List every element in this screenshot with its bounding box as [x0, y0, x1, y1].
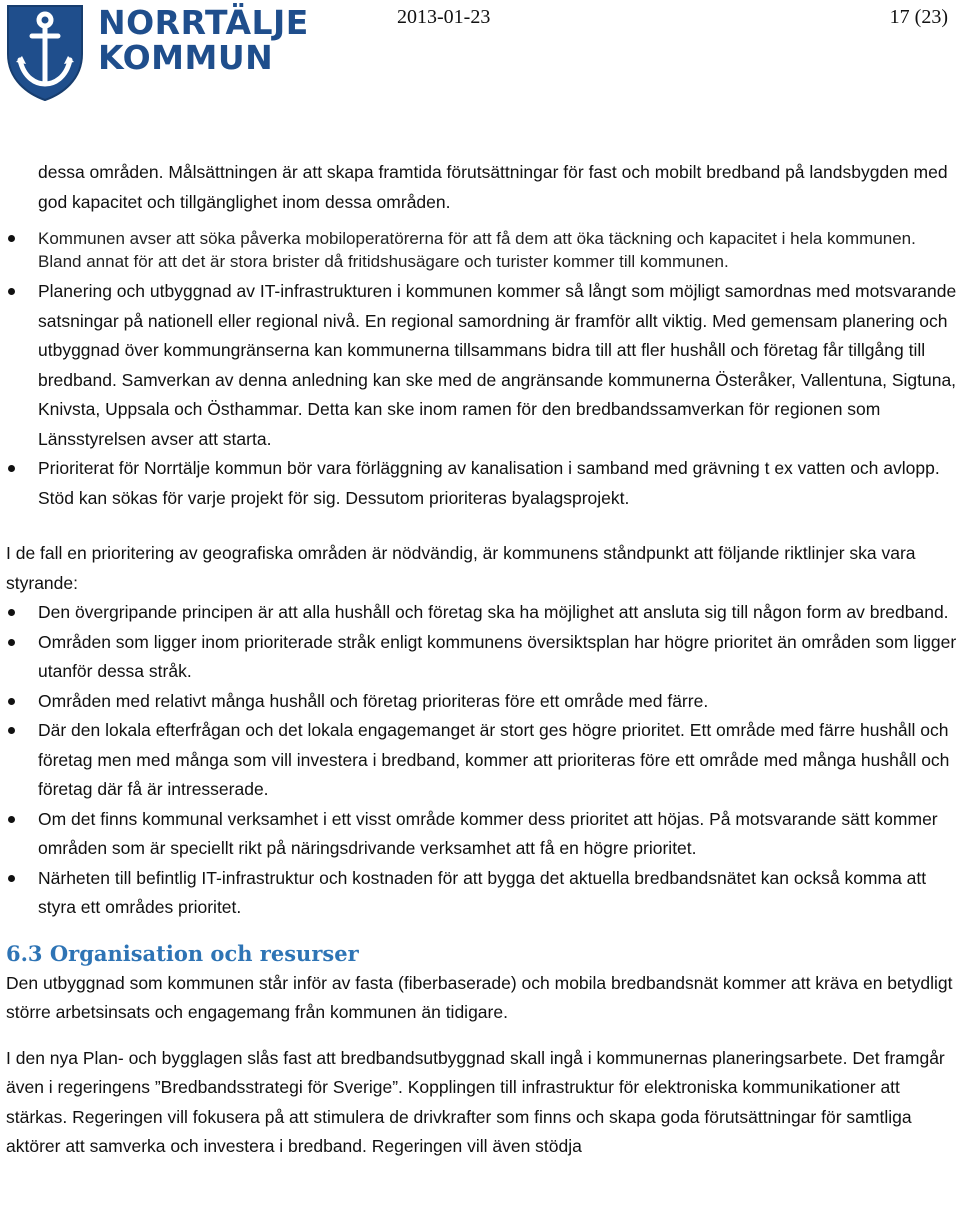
page-header — [0, 0, 960, 110]
brand-name — [98, 3, 309, 77]
list-item — [0, 687, 960, 717]
brand-line-2: KOMMUN — [98, 37, 274, 77]
paragraph: I den nya Plan- och bygglagen slås fast att bredbandsutbyggnad skall ingå i kommunernas planeringsarbete. Det framgår även i regeringens ”Bredbandsstrategi för Sverige”. Kopplingen till infrastruktur för elektroniska kommunikationer att stärkas. Regeringen vill fokusera på att stimulera de drivkrafter som finns och skapa goda förutsättningar för samtliga aktörer att samverka och investera i bredband. Regeringen vill även stödja — [6, 1047, 945, 1156]
list-item — [0, 277, 960, 454]
bullet-list-2 — [0, 598, 960, 923]
list-item — [0, 628, 960, 687]
section-heading: 6.3 Organisation och resurser — [6, 940, 359, 966]
list-item-text: Den övergripande principen är att alla hushåll och företag ska ha möjlighet att ansluta sig till någon form av bredband. — [38, 602, 949, 622]
list-item — [0, 454, 960, 513]
bullet-list-1 — [0, 227, 960, 513]
list-item-text: Kommunen avser att söka påverka mobiloperatörerna för att få dem att öka täckning och kapacitet i hela kommunen. Bland annat för att det är stora brister då fritidshusägare och turister kommer till kommunen. — [38, 229, 916, 271]
page-number: 17 (23) — [889, 6, 948, 28]
brand-line-1: NORRTÄLJE — [98, 3, 309, 42]
list-item-text: Prioriterat för Norrtälje kommun bör vara förläggning av kanalisation i samband med grävning t ex vatten och avlopp. Stöd kan sökas för varje projekt för sig. Dessutom prioriteras byalagsprojekt. — [38, 458, 940, 508]
list-item-text: Där den lokala efterfrågan och det lokala engagemanget är stort ges högre prioritet. Ett område med färre hushåll och företag men med många som vill investera i bredband, kommer att prioriteras före ett område med många hushåll och företag där få är intresserade. — [38, 720, 950, 799]
list-item — [0, 716, 960, 805]
document-body — [0, 150, 960, 1162]
list-item-text: Områden med relativt många hushåll och företag prioriteras före ett område med färre. — [38, 690, 709, 711]
list-item — [0, 227, 960, 273]
list-item-text: Planering och utbyggnad av IT-infrastrukturen i kommunen kommer så långt som möjligt samordnas med motsvarande satsningar på nationell eller regional nivå. En regional samordning är framför allt viktig. Med gemensam planering och utbyggnad över kommungränserna kan kommunerna tillsammans bidra till att fler hushåll och företag får tillgång till bredband. Samverkan av denna anledning kan ske med de angränsande kommunerna Österåker, Vallentuna, Sigtuna, Knivsta, Uppsala och Östhammar. Detta kan ske inom ramen för den bredbandssamverkan för regionen som Länsstyrelsen avser att starta. — [38, 281, 957, 449]
logo — [4, 2, 309, 102]
paragraph-intro: I de fall en prioritering av geografiska områden är nödvändig, är kommunens ståndpunkt att följande riktlinjer ska vara styrande: — [6, 543, 916, 593]
continued-paragraph: dessa områden. Målsättningen är att skapa framtida förutsättningar för fast och mobilt bredband på landsbygden med god kapacitet och tillgänglighet inom dessa områden. — [38, 162, 948, 212]
paragraph: Den utbyggnad som kommunen står inför av fasta (fiberbaserade) och mobila bredbandsnät kommer att kräva en betydligt större arbetsinsats och engagemang från kommunen än tidigare. — [6, 972, 953, 1022]
document-date: 2013-01-23 — [397, 6, 491, 28]
list-item — [0, 805, 960, 864]
list-item — [0, 598, 960, 628]
list-item-text: Områden som ligger inom prioriterade stråk enligt kommunens översiktsplan har högre prioritet än områden som ligger utanför dessa stråk. — [38, 631, 957, 681]
list-item-text: Om det finns kommunal verksamhet i ett visst område kommer dess prioritet att höjas. På motsvarande sätt kommer områden som är speciellt rikt på näringsdrivande verksamhet att få en högre prioritet. — [38, 808, 938, 858]
list-item — [0, 864, 960, 923]
norrtalje-anchor-shield-icon — [4, 2, 86, 102]
list-item-text: Närheten till befintlig IT-infrastruktur och kostnaden för att bygga det aktuella bredbandsnätet kan också komma att styra ett områdes prioritet. — [38, 867, 927, 917]
